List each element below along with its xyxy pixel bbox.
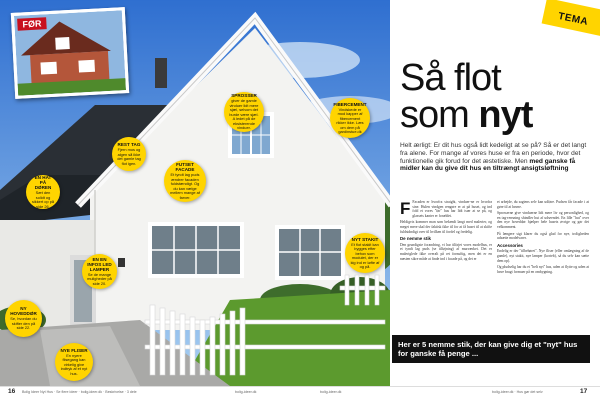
body-subhead: De nemme stik bbox=[400, 236, 431, 242]
cta-box: Her er 5 nemme stik, der kan give dig et "nyt" hus for ganske få penge ... bbox=[392, 335, 590, 363]
body-col2-p3: På længere sigt klarer du også glad for nye, troligheden udsætte modelvarer. bbox=[497, 231, 589, 241]
headline-line2-prefix: som bbox=[400, 94, 479, 136]
callout-sprosser bbox=[224, 92, 264, 132]
body-col2b-p1: Endelig er der "tilbehøret". Nye fliser (eller omlægning af de gamle), nyt stakit, nye lamper (korteb), så du selv kan sætte dem op). bbox=[497, 249, 589, 263]
body-column-1 bbox=[400, 200, 492, 263]
body-col2b-p2: Og pludselig har du et "helt nyt" hus, uden at flytte og uden at have brugt formuer på en ombygning. bbox=[497, 265, 589, 274]
callout-fibercement bbox=[330, 98, 370, 138]
callout-title: EN HAT PÅ DØREN bbox=[34, 174, 52, 191]
body-paragraph bbox=[400, 200, 492, 218]
page-number-left: 16 bbox=[8, 388, 16, 395]
callout-nyt-stakit bbox=[345, 233, 385, 273]
callout-title: FIBERCEMENT bbox=[333, 101, 367, 107]
body-subhead-2: Accessories bbox=[497, 242, 523, 248]
drop-cap: F bbox=[400, 199, 411, 218]
headline bbox=[400, 57, 598, 136]
body-col1-p2: Heldigvis kommer man som bekendt langt med malerier, og meget mere skal der faktisk ikke til for at få huset til at skifte fuldstdndigt over til hvilken til fordel og fredelig. bbox=[400, 220, 492, 234]
callout-futset-facade bbox=[164, 160, 206, 202]
callout-ny-hoveddor bbox=[5, 300, 42, 337]
body-col2-p1: et arbejde, du sagtens selv kan udføre. Pudsen får facade i at gøre til at havne. bbox=[497, 200, 589, 209]
callout-title: NYE FLISER bbox=[60, 347, 88, 353]
callout-title: NY HOVEDDØR bbox=[10, 306, 37, 317]
intro-plain: Helt ærligt: Er dit hus også lidt kedeligt at se på? Så er det langt fra alene. For mange af vores huse er fra en periode, hvor det funktionelle gik forud for det æstetiske. Men bbox=[400, 142, 587, 165]
callout-body: Vindskede er mod kapper af fibercement rikker ikke. Læs om dem på gardinstue.dk bbox=[336, 106, 364, 134]
footer-center-2: bolig-ideer.dk bbox=[320, 390, 342, 394]
page-number-right: 17 bbox=[580, 388, 588, 395]
before-badge: FØR bbox=[17, 17, 47, 31]
intro-bold: med ganske få midler kan du give dit hus en tiltrængt ansigtsløftning bbox=[400, 157, 576, 173]
callout-title: SPROSSER bbox=[231, 93, 257, 99]
body-col2-p2: Sprosserne give vinduerne lidt mere liv og personlighed, og en tag-rensning shindler hut af udseendet. En lille "hut" over den nye hoveddør hjælper hele husets øvrige og gør det velkomment. bbox=[497, 211, 589, 229]
headline-line2 bbox=[400, 96, 598, 134]
callout-nye-fliser bbox=[55, 343, 93, 381]
callout-hat-doren bbox=[26, 175, 60, 209]
footer-center-1: bolig-ideer.dk bbox=[235, 390, 257, 394]
callout-title: REST TAG bbox=[117, 142, 141, 147]
headline-line2-bold: nyt bbox=[478, 94, 533, 136]
footer-left-text: Bolig Ideer Nyt Hus · Se flere ideer · bolig-ideer.dk · Beskrivelse · 3 dele bbox=[22, 390, 137, 394]
callout-body: Et flot stakit kan bygges efter behov som modulet, der er kig ind er løfte af og på. bbox=[350, 241, 380, 269]
callout-title: FUTSET FACADE bbox=[175, 162, 195, 173]
callout-body: Sæt den solidt og sikkert op på side 26. bbox=[31, 190, 55, 209]
body-column-2 bbox=[497, 200, 589, 276]
callout-led-lamper bbox=[82, 254, 117, 289]
footer-right-text: bolig-ideer.dk · Hus gør det selv bbox=[492, 390, 543, 394]
before-photo bbox=[11, 7, 129, 99]
callout-title: EN EN INFOS LED LAMPER bbox=[87, 256, 112, 272]
callout-rest-tag bbox=[112, 137, 146, 171]
callout-body: Se de mange muligheder på side 20. bbox=[87, 271, 112, 286]
body-col1b-p1: Den grundigste forandring, vi har tilføjet vores modelhus, er et tyndt lag puds (se tilføjning) af murværket. Det er maleriglede ikke overalt på ret fornuftig, men det er en næsten sikre måde at finde ind i facade på, og det er bbox=[400, 242, 492, 261]
callout-body: giver de gamle vinduer lidt mere sjæl, selvom det burde være sjæl. A ledet på de eksisterende vinduer. bbox=[229, 98, 259, 131]
callout-title: NYT STAKIT bbox=[351, 236, 379, 242]
callout-body: En nyere flisegang kan virkelig give indtryk af et nyt hus. bbox=[60, 352, 88, 376]
callout-body: Se, hvordan du skifter den på side 22. bbox=[10, 316, 37, 331]
headline-line1: Så flot bbox=[400, 57, 501, 99]
tema-label: TEMA bbox=[557, 10, 590, 28]
page-footer bbox=[0, 386, 600, 400]
body-col1-p1: Facaden er hvorfra straight, vinduer-ne er hvorfra sine. Hulen vindgen rengøre er at på huset, og ind fold et vores "før" hus har lidt især at se på, og glassets kanter er forældet. bbox=[412, 200, 492, 218]
callout-body: Fjern mos og algen så ikke det gamle tag flot igen. bbox=[117, 147, 141, 166]
intro-text bbox=[400, 142, 590, 173]
callout-body: Et tyndt lag puds ændrer facaden fuldstændigt. Og du kan vælge mellem mange af farver. bbox=[170, 172, 200, 200]
